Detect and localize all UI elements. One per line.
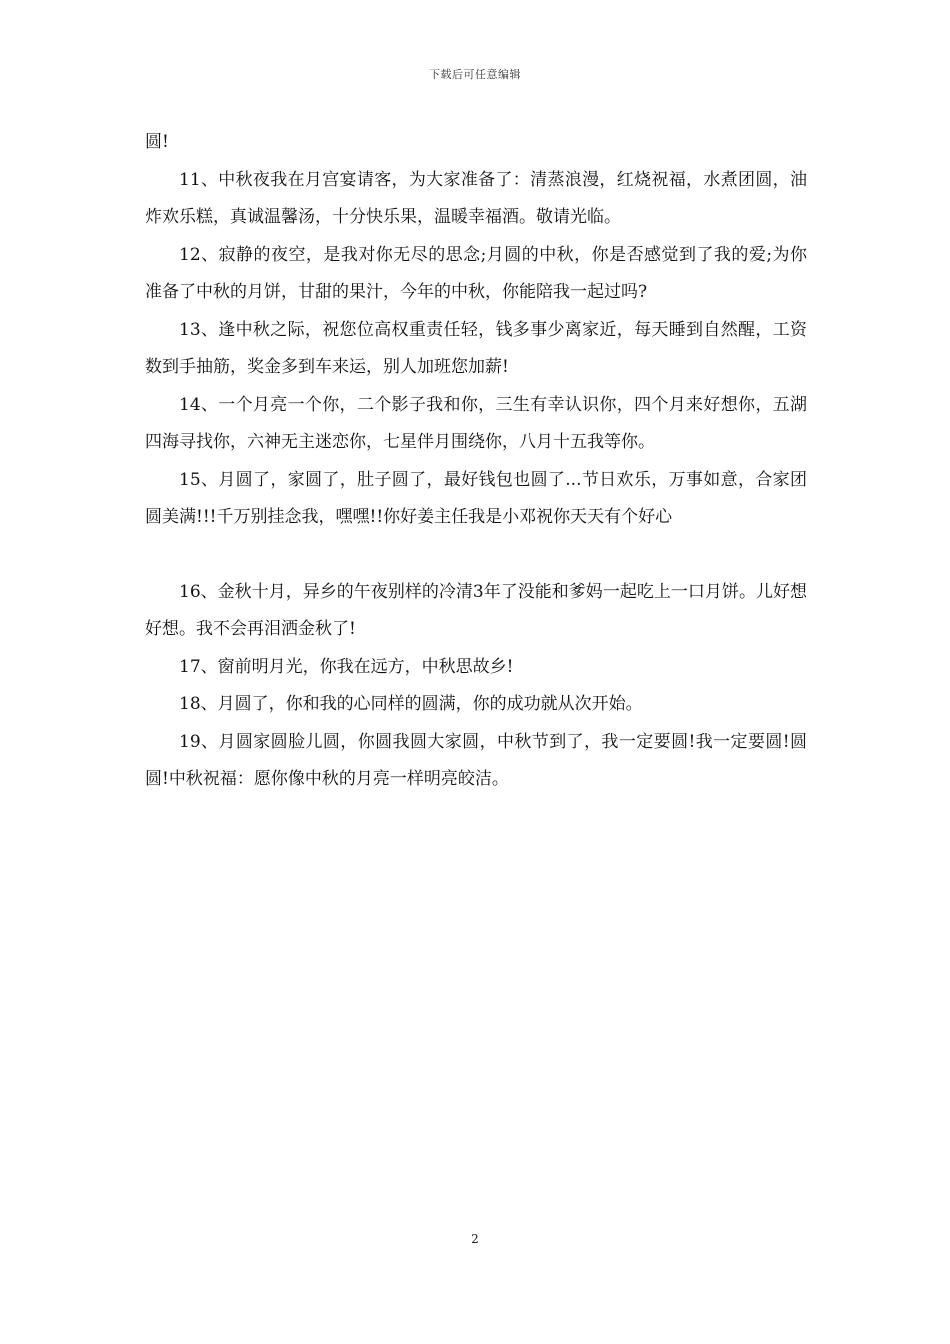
paragraph-13: 13、逢中秋之际，祝您位高权重责任轻，钱多事少离家近，每天睡到自然醒，工资数到手抽筋，奖金多到车来运，别人加班您加薪!	[145, 319, 807, 377]
page-header: 下载后可任意编辑	[429, 68, 521, 81]
document-body	[145, 124, 807, 799]
paragraph-18: 18、月圆了，你和我的心同样的圆满，你的成功就从次开始。	[179, 694, 643, 714]
paragraph-11: 11、中秋夜我在月宫宴请客，为大家准备了：清蒸浪漫，红烧祝福，水煮团圆，油炸欢乐糕，真诚温馨汤，十分快乐果，温暖幸福酒。敬请光临。	[145, 169, 807, 227]
paragraph-16: 16、金秋十月，异乡的午夜别样的冷清3年了没能和爹妈一起吃上一口月饼。儿好想好想。我不会再泪洒金秋了!	[145, 581, 807, 639]
paragraph-continuation: 圆!	[145, 132, 169, 152]
paragraph-17: 17、窗前明月光，你我在远方，中秋思故乡!	[179, 656, 514, 677]
page-number: 2	[471, 1232, 479, 1246]
paragraph-15: 15、月圆了，家圆了，肚子圆了，最好钱包也圆了...节日欢乐，万事如意，合家团圆美满!!!千万别挂念我，嘿嘿!!你好姜主任我是小邓祝你天天有个好心	[145, 469, 807, 527]
paragraph-14: 14、一个月亮一个你，二个影子我和你，三生有幸认识你，四个月来好想你，五湖四海寻找你，六神无主迷恋你，七星伴月围绕你，八月十五我等你。	[145, 394, 807, 452]
paragraph-19: 19、月圆家圆脸儿圆，你圆我圆大家圆，中秋节到了，我一定要圆!我一定要圆!圆圆!中秋祝福：愿你像中秋的月亮一样明亮皎洁。	[145, 731, 807, 789]
paragraph-12: 12、寂静的夜空，是我对你无尽的思念;月圆的中秋，你是否感觉到了我的爱;为你准备了中秋的月饼，甘甜的果汁，今年的中秋，你能陪我一起过吗?	[145, 244, 807, 302]
